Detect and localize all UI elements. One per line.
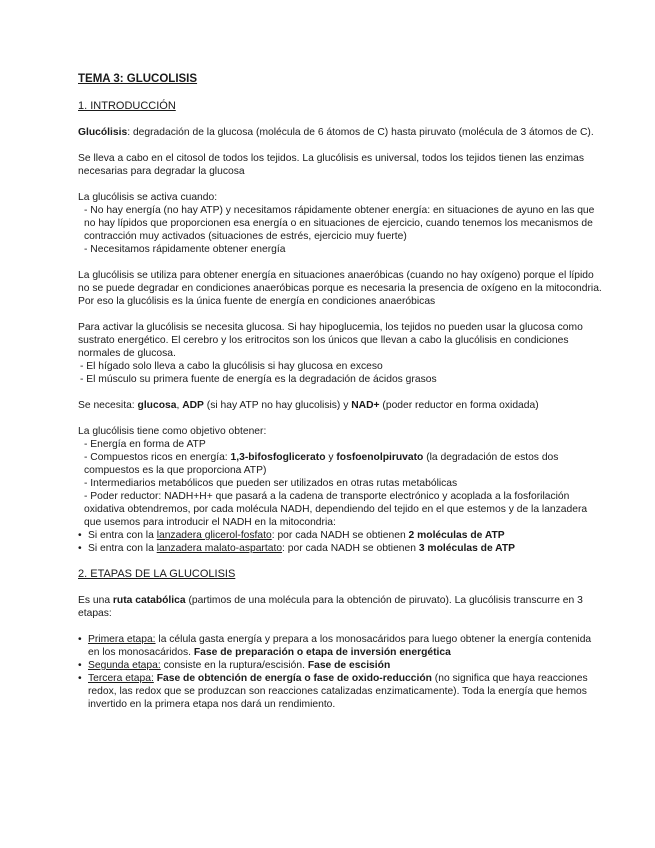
- list-item: • Tercera etapa: Fase de obtención de energía o fase de oxido-reducción (no significa que haya reacciones redox, las redox que se produzcan son reacciones catalizadas enzimaticamente). Toda la energía que hemos invertido en la primera etapa nos dará un rendimiento.: [78, 672, 605, 711]
- list-item: • Si entra con la lanzadera malato-aspartato: por cada NADH se obtienen 3 moléculas de ATP: [78, 542, 605, 555]
- objective-item: - Energía en forma de ATP: [84, 439, 206, 450]
- section-heading-etapas: 2. ETAPAS DE LA GLUCOLISIS: [78, 568, 236, 580]
- activation-paragraph: La glucólisis se activa cuando: - No hay energía (no hay ATP) y necesitamos rápidamente obtener energía: en situaciones de ayuno en las que no hay lípidos que proporcionen esa energía o en situaciones de ejercicio, cuando tenemos los mecanismos de contracción muy activados (situaciones de estrés, ejercicio muy fuerte) - Necesitamos rápidamente obtener energía: [78, 191, 605, 256]
- definition-term: Glucólisis: [78, 127, 128, 138]
- catabolic-paragraph: Es una ruta catabólica (partimos de una molécula para la obtención de piruvato). La glucólisis transcurre en 3 etapas:: [78, 595, 583, 619]
- list-item: • Si entra con la lanzadera glicerol-fosfato: por cada NADH se obtienen 2 moléculas de ATP: [78, 529, 605, 542]
- objectives-block: La glucólisis tiene como objetivo obtener: - Energía en forma de ATP - Compuestos ricos en energía: 1,3-bifosfoglicerato y fosfoenolpiruvato (la degradación de estos dos compuestos es la que proporciona ATP) - Intermediarios metabólicos que pueden ser utilizados en otras rutas metabólicas - Poder reductor: NADH+H+ que pasará a la cadena de transporte electrónico y acoplada a la fosforilación oxidativa obtendremos, por cada molécula NADH, dependiendo del tejido en el que estemos y de la lanzadera que usemos para introducir el NADH en la mitocondria:: [78, 425, 605, 529]
- activation-item: - Necesitamos rápidamente obtener energía: [84, 244, 286, 255]
- requirement-item: - El hígado solo lleva a cabo la glucólisis si hay glucosa en exceso: [80, 361, 383, 372]
- anaerobic-paragraph: La glucólisis se utiliza para obtener energía en situaciones anaeróbicas (cuando no hay oxígeno) porque el lípido no se puede degradar en condiciones anaeróbicas porque es necesaria la presencia de oxígeno en la mitocondria. Por eso la glucólisis es la única fuente de energía en condiciones anaeróbicas: [78, 270, 602, 307]
- list-item: • Segunda etapa: consiste en la ruptura/escisión. Fase de escisión: [78, 659, 605, 672]
- list-item: • Primera etapa: la célula gasta energía y prepara a los monosacáridos para luego obtener la energía contenida en los monosacáridos. Fase de preparación o etapa de inversión energética: [78, 633, 605, 659]
- activation-item: - No hay energía (no hay ATP) y necesitamos rápidamente obtener energía: en situaciones de ayuno en las que no hay lípidos que proporcionen esa energía o en situaciones de ejercicio, cuando tenemos los mecanismos de contracción muy activados (situaciones de estrés, ejercicio muy fuerte): [84, 205, 595, 242]
- shuttle-list: [78, 529, 605, 555]
- section-heading-introduccion: 1. INTRODUCCIÓN: [78, 100, 176, 112]
- document-title: TEMA 3: GLUCOLISIS: [78, 73, 198, 85]
- glucose-requirement-paragraph: Para activar la glucólisis se necesita glucosa. Si hay hipoglucemia, los tejidos no pueden usar la glucosa como sustrato energético. El cerebro y los eritrocitos son los únicos que llevan a cabo la glucólisis en condiciones normales de glucosa. - El hígado solo lleva a cabo la glucólisis si hay glucosa en exceso - El músculo su primera fuente de energía es la degradación de ácidos grasos: [78, 321, 605, 386]
- objective-item: - Poder reductor: NADH+H+ que pasará a la cadena de transporte electrónico y acoplada a la fosforilación oxidativa obtendremos, por cada molécula NADH, dependiendo del tejido en el que estemos y de la lanzadera que usemos para introducir el NADH en la mitocondria:: [84, 491, 588, 528]
- needs-paragraph: Se necesita: glucosa, ADP (si hay ATP no hay glucolisis) y NAD+ (poder reductor en forma oxidada): [78, 400, 539, 411]
- objective-item: - Intermediarios metabólicos que pueden ser utilizados en otras rutas metabólicas: [84, 478, 458, 489]
- requirement-item: - El músculo su primera fuente de energía es la degradación de ácidos grasos: [80, 374, 437, 385]
- definition-paragraph: Glucólisis: degradación de la glucosa (molécula de 6 átomos de C) hasta piruvato (molécula de 3 átomos de C).: [78, 127, 594, 138]
- citosol-paragraph: Se lleva a cabo en el citosol de todos los tejidos. La glucólisis es universal, todos los tejidos tienen las enzimas necesarias para degradar la glucosa: [78, 153, 584, 177]
- stages-list: [78, 633, 605, 711]
- objective-item: - Compuestos ricos en energía: 1,3-bifosfoglicerato y fosfoenolpiruvato (la degradación de estos dos compuestos es la que proporciona ATP): [84, 452, 559, 476]
